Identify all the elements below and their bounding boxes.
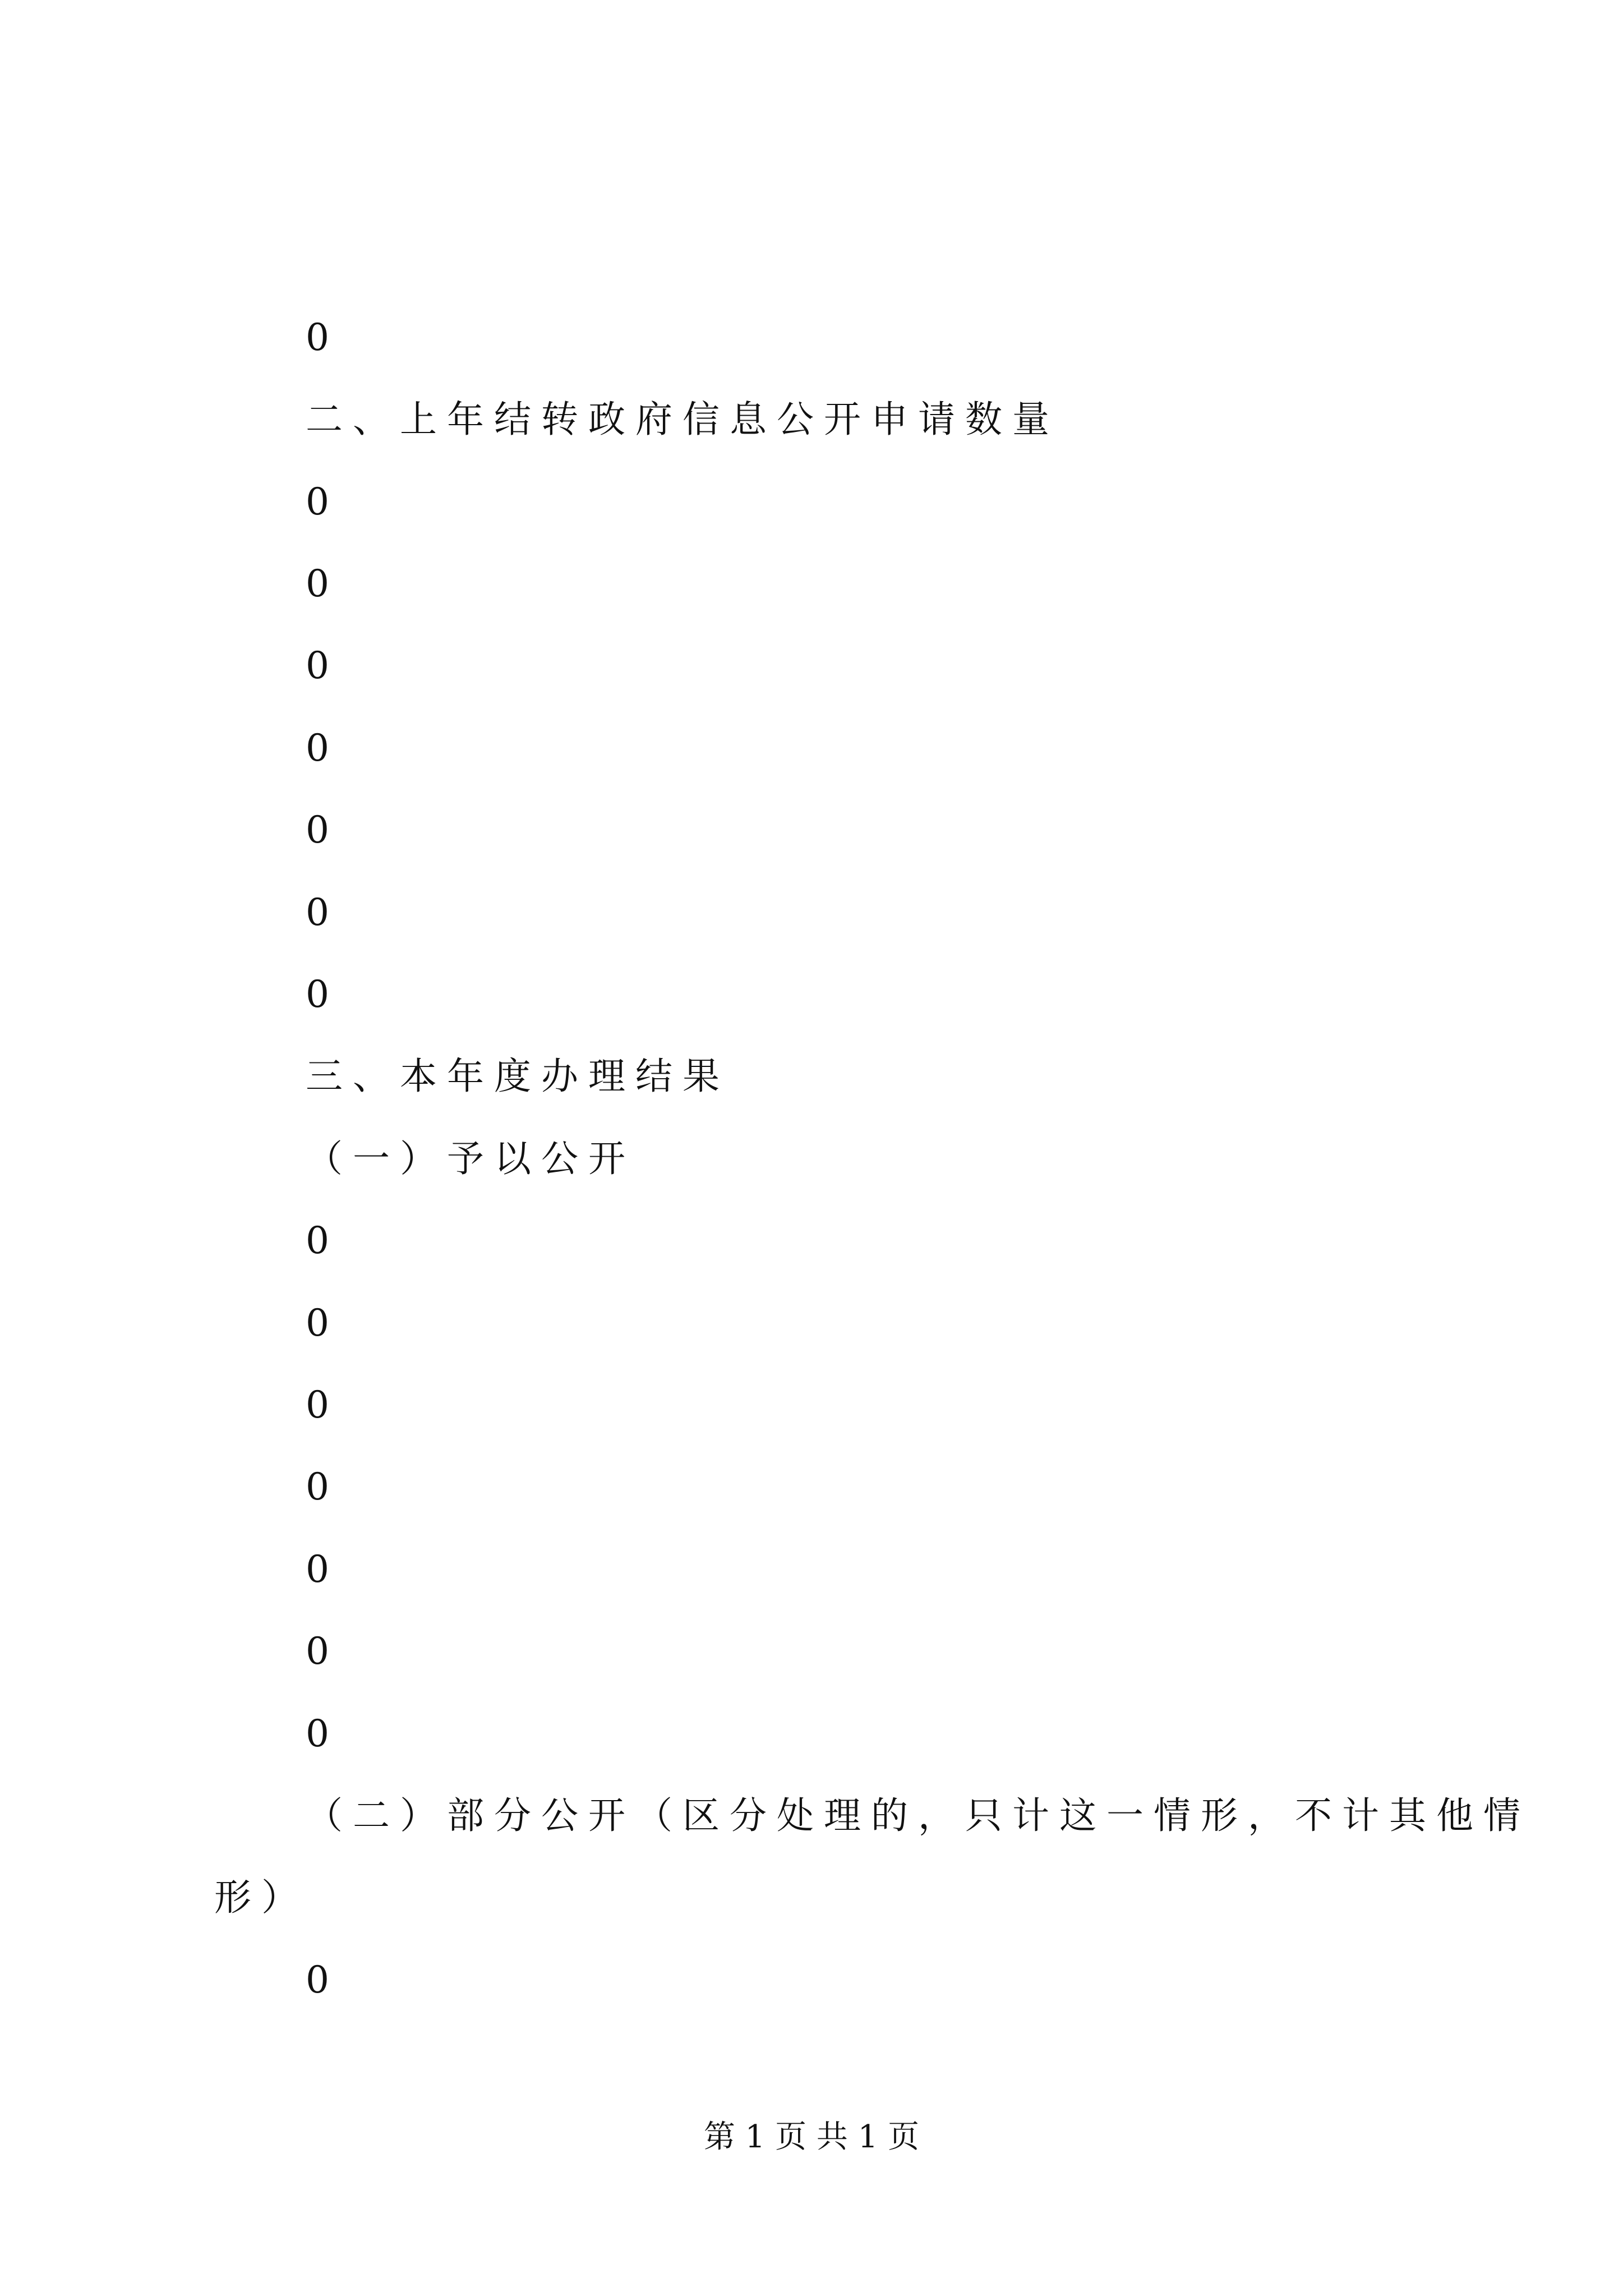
value-line: 0 [306,1219,334,1262]
subsection-heading-1: （一）予以公开 [306,1137,635,1180]
value-line: 0 [306,1958,334,2001]
value-line: 0 [306,562,334,605]
value-line: 0 [306,644,334,687]
value-line: 0 [306,1712,334,1755]
page-footer: 第 1 页 共 1 页 [703,2119,920,2155]
subsection-heading-2-continued: 形） [214,1876,308,1919]
value-line: 0 [306,1465,334,1508]
section-heading-3: 三、本年度办理结果 [306,1055,730,1098]
value-line: 0 [306,726,334,770]
section-heading-2: 二、上年结转政府信息公开申请数量 [306,398,1059,441]
value-line: 0 [306,480,334,523]
value-line: 0 [306,1301,334,1345]
value-line: 0 [306,316,334,359]
value-line: 0 [306,808,334,852]
value-line: 0 [306,891,334,934]
value-line: 0 [306,1383,334,1427]
value-line: 0 [306,973,334,1016]
value-line: 0 [306,1630,334,1673]
subsection-heading-2: （二）部分公开（区分处理的，只计这一情形，不计其他情 [306,1794,1530,1837]
value-line: 0 [306,1548,334,1591]
